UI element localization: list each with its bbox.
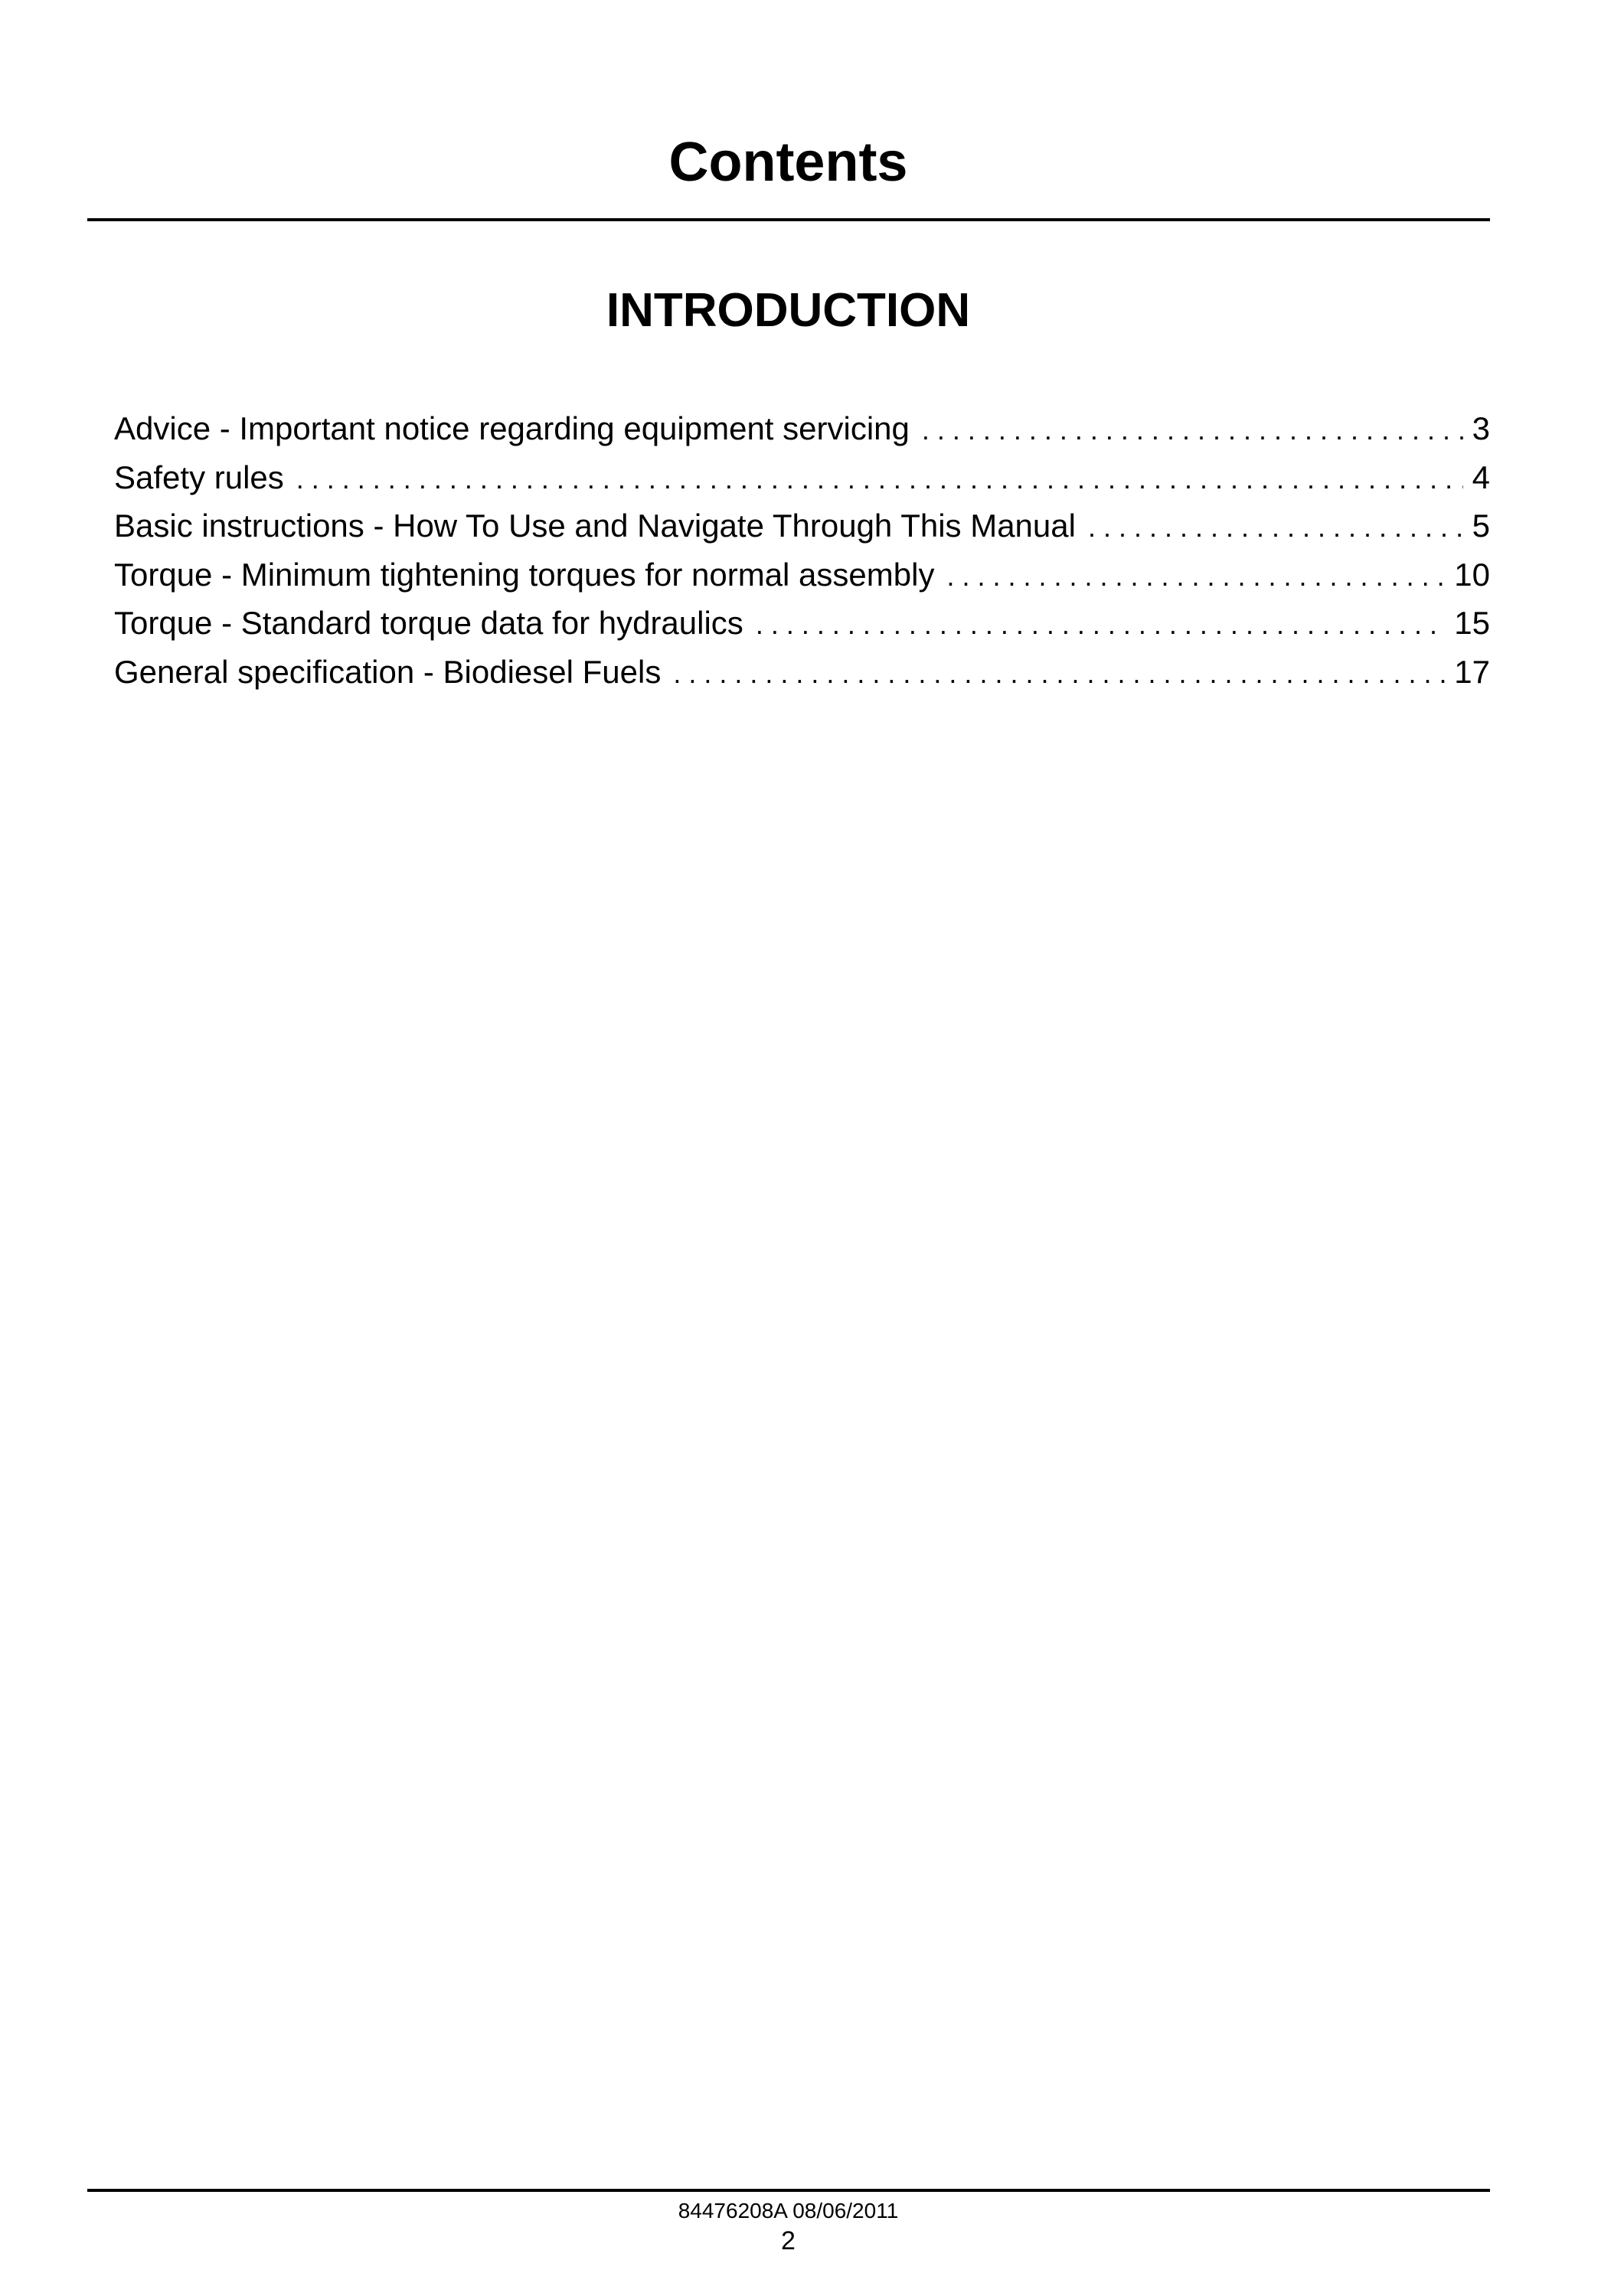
toc-entry[interactable] xyxy=(114,501,1490,550)
toc-entry-page[interactable]: 4 xyxy=(1472,459,1490,495)
toc-entry[interactable] xyxy=(114,453,1490,502)
toc-dot-leader xyxy=(756,600,1445,649)
toc-entry-page[interactable]: 3 xyxy=(1472,410,1490,446)
toc-entry-title[interactable]: Advice - Important notice regarding equipment servicing xyxy=(114,410,910,446)
toc-dot-leader xyxy=(946,552,1445,601)
footer-divider xyxy=(87,2189,1490,2192)
toc-entry[interactable] xyxy=(114,648,1490,697)
toc-entry-page[interactable]: 5 xyxy=(1472,508,1490,544)
toc-entry-page[interactable]: 10 xyxy=(1454,556,1490,593)
document-code: 84476208A 08/06/2011 xyxy=(678,2199,899,2223)
toc-dot-leader xyxy=(673,649,1445,698)
toc-dot-leader xyxy=(1088,503,1463,552)
page-number: 2 xyxy=(781,2226,796,2255)
toc-entry-page[interactable]: 15 xyxy=(1454,605,1490,641)
section-title: INTRODUCTION xyxy=(606,284,971,337)
page-title: Contents xyxy=(668,132,908,193)
toc-entry[interactable] xyxy=(114,550,1490,599)
toc-entry-title[interactable]: Torque - Minimum tightening torques for normal assembly xyxy=(114,556,935,593)
toc-entry[interactable] xyxy=(114,599,1490,648)
table-of-contents xyxy=(114,404,1490,696)
toc-entry-page[interactable]: 17 xyxy=(1454,653,1490,690)
header-divider xyxy=(87,218,1490,221)
toc-entry-title[interactable]: Safety rules xyxy=(114,459,284,495)
toc-dot-leader xyxy=(296,455,1463,504)
toc-dot-leader xyxy=(922,406,1463,455)
toc-entry-title[interactable]: General specification - Biodiesel Fuels xyxy=(114,653,662,690)
toc-entry-title[interactable]: Basic instructions - How To Use and Navigate Through This Manual xyxy=(114,508,1076,544)
toc-entry-title[interactable]: Torque - Standard torque data for hydraulics xyxy=(114,605,743,641)
toc-entry[interactable] xyxy=(114,404,1490,453)
